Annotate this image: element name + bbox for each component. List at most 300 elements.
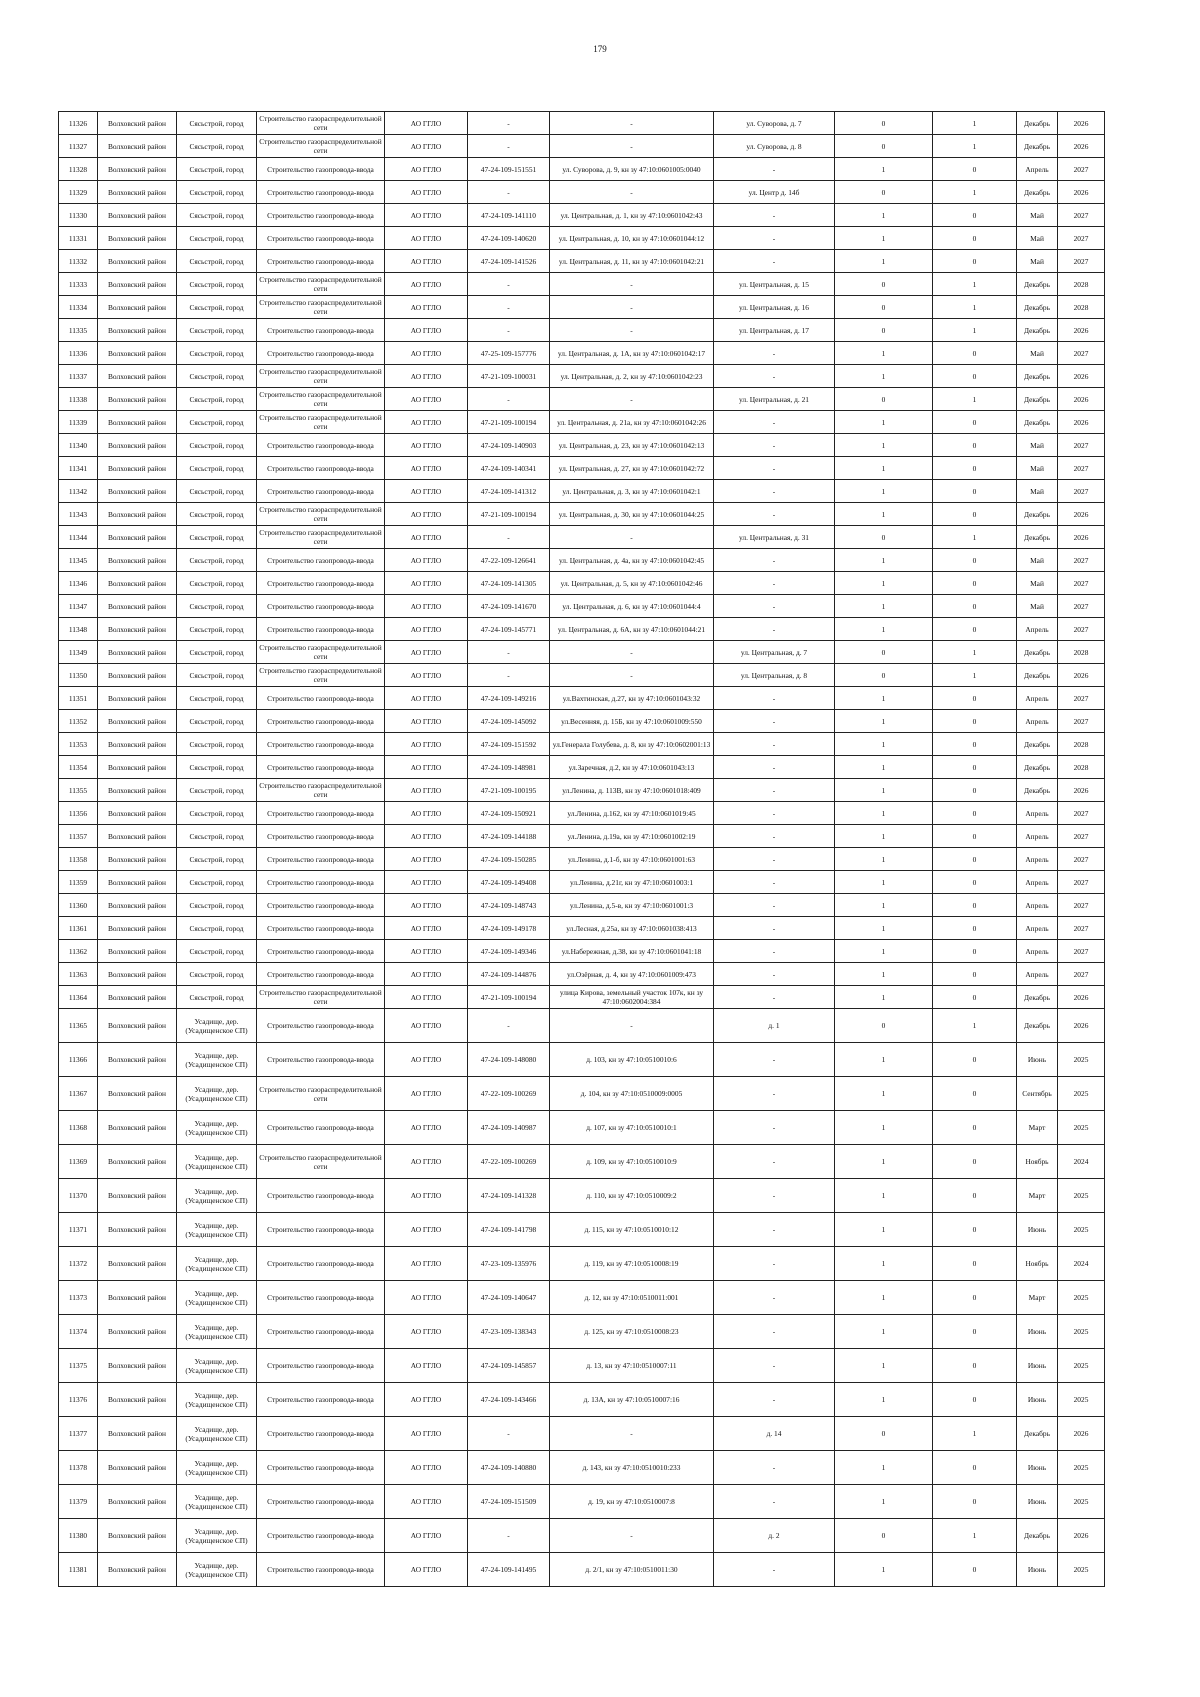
value-1-cell: 1 [835,825,933,848]
month-cell: Апрель [1017,848,1058,871]
year-cell: 2028 [1058,273,1105,296]
house-address-cell: - [714,1383,835,1417]
organization-cell: АО ГГЛО [385,526,468,549]
plot-address-cell: ул.Ленина, д.162, кн зу 47:10:0601019:45 [550,802,714,825]
row-number-cell: 11356 [59,802,98,825]
house-address-cell: - [714,411,835,434]
table-row [59,1383,1105,1417]
value-1-cell: 1 [835,1315,933,1349]
plot-address-cell: - [550,296,714,319]
work-type-cell: Строительство газопровода-ввода [257,963,385,986]
value-2-cell: 1 [933,1417,1017,1451]
document-number-cell: 47-24-109-140987 [468,1111,550,1145]
settlement-cell: Сясьстрой, город [177,963,257,986]
organization-cell: АО ГГЛО [385,986,468,1009]
plot-address-cell: ул.Заречная, д.2, кн зу 47:10:0601043:13 [550,756,714,779]
month-cell: Декабрь [1017,756,1058,779]
document-number-cell: 47-24-109-150921 [468,802,550,825]
plot-address-cell: д. 110, кн зу 47:10:0510009:2 [550,1179,714,1213]
house-address-cell: - [714,204,835,227]
organization-cell: АО ГГЛО [385,802,468,825]
value-2-cell: 0 [933,1485,1017,1519]
work-type-cell: Строительство газопровода-ввода [257,457,385,480]
district-cell: Волховский район [98,365,177,388]
table-row [59,1043,1105,1077]
district-cell: Волховский район [98,1179,177,1213]
value-2-cell: 1 [933,296,1017,319]
table-row [59,1349,1105,1383]
year-cell: 2025 [1058,1043,1105,1077]
value-2-cell: 0 [933,480,1017,503]
document-number-cell: 47-24-109-144188 [468,825,550,848]
row-number-cell: 11371 [59,1213,98,1247]
year-cell: 2027 [1058,250,1105,273]
row-number-cell: 11349 [59,641,98,664]
row-number-cell: 11363 [59,963,98,986]
work-type-cell: Строительство газопровода-ввода [257,1553,385,1587]
house-address-cell: - [714,687,835,710]
district-cell: Волховский район [98,1417,177,1451]
value-2-cell: 1 [933,112,1017,135]
table-row [59,365,1105,388]
document-number-cell: 47-22-109-126641 [468,549,550,572]
row-number-cell: 11347 [59,595,98,618]
organization-cell: АО ГГЛО [385,1553,468,1587]
plot-address-cell: ул. Центральная, д. 1А, кн зу 47:10:0601042:17 [550,342,714,365]
year-cell: 2025 [1058,1553,1105,1587]
settlement-cell: Усадище, дер. (Усадищенское СП) [177,1213,257,1247]
year-cell: 2027 [1058,917,1105,940]
house-address-cell: - [714,595,835,618]
document-number-cell: 47-24-109-141670 [468,595,550,618]
value-2-cell: 0 [933,1281,1017,1315]
value-2-cell: 0 [933,618,1017,641]
year-cell: 2028 [1058,756,1105,779]
row-number-cell: 11346 [59,572,98,595]
document-number-cell: 47-24-109-151509 [468,1485,550,1519]
plot-address-cell: ул. Центральная, д. 11, кн зу 47:10:0601042:21 [550,250,714,273]
plot-address-cell: д. 103, кн зу 47:10:0510010:6 [550,1043,714,1077]
year-cell: 2027 [1058,572,1105,595]
document-number-cell: - [468,526,550,549]
table-row [59,940,1105,963]
district-cell: Волховский район [98,572,177,595]
house-address-cell: ул. Центральная, д. 31 [714,526,835,549]
work-type-cell: Строительство газораспределительной сети [257,779,385,802]
month-cell: Декабрь [1017,112,1058,135]
settlement-cell: Сясьстрой, город [177,342,257,365]
work-type-cell: Строительство газопровода-ввода [257,1349,385,1383]
organization-cell: АО ГГЛО [385,1417,468,1451]
district-cell: Волховский район [98,1485,177,1519]
table-row [59,1451,1105,1485]
table-row [59,1247,1105,1281]
settlement-cell: Сясьстрой, город [177,204,257,227]
month-cell: Июнь [1017,1349,1058,1383]
table-row [59,549,1105,572]
work-type-cell: Строительство газопровода-ввода [257,1383,385,1417]
document-number-cell: 47-25-109-157776 [468,342,550,365]
value-1-cell: 1 [835,1213,933,1247]
table-row [59,1077,1105,1111]
settlement-cell: Усадище, дер. (Усадищенское СП) [177,1553,257,1587]
document-number-cell: - [468,112,550,135]
value-2-cell: 1 [933,641,1017,664]
house-address-cell: ул. Центральная, д. 17 [714,319,835,342]
district-cell: Волховский район [98,1213,177,1247]
plot-address-cell: ул.Набережная, д.38, кн зу 47:10:0601041:18 [550,940,714,963]
work-type-cell: Строительство газопровода-ввода [257,1247,385,1281]
document-number-cell: 47-24-109-141798 [468,1213,550,1247]
year-cell: 2024 [1058,1247,1105,1281]
year-cell: 2026 [1058,411,1105,434]
row-number-cell: 11352 [59,710,98,733]
organization-cell: АО ГГЛО [385,1111,468,1145]
year-cell: 2026 [1058,388,1105,411]
work-type-cell: Строительство газопровода-ввода [257,1009,385,1043]
table-body [59,112,1105,1587]
plot-address-cell: - [550,641,714,664]
work-type-cell: Строительство газопровода-ввода [257,756,385,779]
year-cell: 2025 [1058,1485,1105,1519]
plot-address-cell: - [550,1519,714,1553]
month-cell: Май [1017,250,1058,273]
work-type-cell: Строительство газопровода-ввода [257,227,385,250]
value-2-cell: 0 [933,756,1017,779]
plot-address-cell: ул.Генерала Голубева, д. 8, кн зу 47:10:0602001:13 [550,733,714,756]
settlement-cell: Сясьстрой, город [177,112,257,135]
table-row [59,848,1105,871]
table-row [59,1553,1105,1587]
organization-cell: АО ГГЛО [385,779,468,802]
organization-cell: АО ГГЛО [385,342,468,365]
document-number-cell: 47-24-109-151551 [468,158,550,181]
value-2-cell: 0 [933,457,1017,480]
district-cell: Волховский район [98,549,177,572]
month-cell: Апрель [1017,963,1058,986]
house-address-cell: - [714,917,835,940]
page-number: 179 [593,44,607,54]
house-address-cell: - [714,342,835,365]
document-number-cell: - [468,181,550,204]
work-type-cell: Строительство газораспределительной сети [257,641,385,664]
district-cell: Волховский район [98,181,177,204]
district-cell: Волховский район [98,296,177,319]
plot-address-cell: ул.Ленина, д.1-б, кн зу 47:10:0601001:63 [550,848,714,871]
value-2-cell: 1 [933,1519,1017,1553]
settlement-cell: Сясьстрой, город [177,986,257,1009]
table-row [59,733,1105,756]
value-1-cell: 1 [835,1553,933,1587]
table-row [59,986,1105,1009]
plot-address-cell: д. 119, кн зу 47:10:0510008:19 [550,1247,714,1281]
document-number-cell: 47-21-109-100031 [468,365,550,388]
table-row [59,917,1105,940]
document-number-cell: - [468,1417,550,1451]
district-cell: Волховский район [98,1111,177,1145]
value-2-cell: 1 [933,526,1017,549]
work-type-cell: Строительство газопровода-ввода [257,848,385,871]
row-number-cell: 11374 [59,1315,98,1349]
settlement-cell: Сясьстрой, город [177,595,257,618]
year-cell: 2027 [1058,227,1105,250]
document-number-cell: 47-22-109-100269 [468,1077,550,1111]
organization-cell: АО ГГЛО [385,1179,468,1213]
value-2-cell: 0 [933,710,1017,733]
plot-address-cell: - [550,664,714,687]
settlement-cell: Сясьстрой, город [177,917,257,940]
month-cell: Декабрь [1017,986,1058,1009]
value-1-cell: 1 [835,572,933,595]
table-row [59,618,1105,641]
year-cell: 2027 [1058,204,1105,227]
value-2-cell: 0 [933,411,1017,434]
document-number-cell: 47-23-109-135976 [468,1247,550,1281]
row-number-cell: 11377 [59,1417,98,1451]
year-cell: 2025 [1058,1349,1105,1383]
plot-address-cell: - [550,135,714,158]
house-address-cell: - [714,802,835,825]
value-1-cell: 1 [835,940,933,963]
plot-address-cell: д. 104, кн зу 47:10:0510009:0005 [550,1077,714,1111]
plot-address-cell: ул.Ленина, д. 113В, кн зу 47:10:0601018:409 [550,779,714,802]
work-type-cell: Строительство газораспределительной сети [257,388,385,411]
organization-cell: АО ГГЛО [385,158,468,181]
house-address-cell: ул. Центральная, д. 8 [714,664,835,687]
value-1-cell: 0 [835,1417,933,1451]
settlement-cell: Сясьстрой, город [177,756,257,779]
house-address-cell: - [714,227,835,250]
table-row [59,457,1105,480]
document-number-cell: 47-24-109-140620 [468,227,550,250]
house-address-cell: - [714,1485,835,1519]
organization-cell: АО ГГЛО [385,687,468,710]
district-cell: Волховский район [98,1553,177,1587]
month-cell: Июнь [1017,1553,1058,1587]
organization-cell: АО ГГЛО [385,917,468,940]
work-type-cell: Строительство газопровода-ввода [257,733,385,756]
row-number-cell: 11360 [59,894,98,917]
district-cell: Волховский район [98,1145,177,1179]
value-2-cell: 0 [933,871,1017,894]
row-number-cell: 11342 [59,480,98,503]
row-number-cell: 11379 [59,1485,98,1519]
settlement-cell: Усадище, дер. (Усадищенское СП) [177,1145,257,1179]
work-type-cell: Строительство газопровода-ввода [257,572,385,595]
document-number-cell: - [468,296,550,319]
house-address-cell: - [714,1179,835,1213]
value-2-cell: 0 [933,595,1017,618]
organization-cell: АО ГГЛО [385,457,468,480]
table-row [59,1417,1105,1451]
year-cell: 2026 [1058,526,1105,549]
month-cell: Декабрь [1017,181,1058,204]
district-cell: Волховский район [98,1451,177,1485]
district-cell: Волховский район [98,733,177,756]
district-cell: Волховский район [98,802,177,825]
value-1-cell: 1 [835,871,933,894]
value-1-cell: 0 [835,273,933,296]
month-cell: Апрель [1017,687,1058,710]
work-type-cell: Строительство газораспределительной сети [257,986,385,1009]
row-number-cell: 11327 [59,135,98,158]
table-row [59,434,1105,457]
work-type-cell: Строительство газораспределительной сети [257,1077,385,1111]
district-cell: Волховский район [98,480,177,503]
year-cell: 2025 [1058,1281,1105,1315]
month-cell: Декабрь [1017,1417,1058,1451]
district-cell: Волховский район [98,1077,177,1111]
year-cell: 2025 [1058,1179,1105,1213]
organization-cell: АО ГГЛО [385,710,468,733]
year-cell: 2027 [1058,802,1105,825]
year-cell: 2027 [1058,894,1105,917]
table-row [59,181,1105,204]
value-2-cell: 0 [933,365,1017,388]
house-address-cell: - [714,710,835,733]
row-number-cell: 11358 [59,848,98,871]
month-cell: Декабрь [1017,365,1058,388]
month-cell: Май [1017,342,1058,365]
house-address-cell: - [714,825,835,848]
settlement-cell: Сясьстрой, город [177,572,257,595]
month-cell: Май [1017,227,1058,250]
value-1-cell: 1 [835,457,933,480]
document-number-cell: 47-24-109-141526 [468,250,550,273]
work-type-cell: Строительство газопровода-ввода [257,894,385,917]
month-cell: Апрель [1017,802,1058,825]
year-cell: 2026 [1058,1519,1105,1553]
document-number-cell: 47-24-109-141495 [468,1553,550,1587]
organization-cell: АО ГГЛО [385,480,468,503]
value-2-cell: 0 [933,733,1017,756]
district-cell: Волховский район [98,595,177,618]
month-cell: Апрель [1017,917,1058,940]
house-address-cell: - [714,963,835,986]
settlement-cell: Усадище, дер. (Усадищенское СП) [177,1383,257,1417]
year-cell: 2027 [1058,687,1105,710]
house-address-cell: - [714,365,835,388]
year-cell: 2026 [1058,986,1105,1009]
row-number-cell: 11340 [59,434,98,457]
value-1-cell: 1 [835,802,933,825]
organization-cell: АО ГГЛО [385,250,468,273]
value-1-cell: 1 [835,549,933,572]
organization-cell: АО ГГЛО [385,825,468,848]
house-address-cell: - [714,1553,835,1587]
year-cell: 2025 [1058,1077,1105,1111]
work-type-cell: Строительство газопровода-ввода [257,687,385,710]
document-number-cell: - [468,664,550,687]
organization-cell: АО ГГЛО [385,664,468,687]
house-address-cell: ул. Центральная, д. 16 [714,296,835,319]
row-number-cell: 11367 [59,1077,98,1111]
work-type-cell: Строительство газораспределительной сети [257,135,385,158]
row-number-cell: 11339 [59,411,98,434]
house-address-cell: - [714,871,835,894]
value-2-cell: 0 [933,894,1017,917]
settlement-cell: Сясьстрой, город [177,779,257,802]
organization-cell: АО ГГЛО [385,1077,468,1111]
district-cell: Волховский район [98,871,177,894]
district-cell: Волховский район [98,687,177,710]
work-type-cell: Строительство газопровода-ввода [257,342,385,365]
district-cell: Волховский район [98,1281,177,1315]
work-type-cell: Строительство газопровода-ввода [257,618,385,641]
document-number-cell: 47-21-109-100194 [468,503,550,526]
value-1-cell: 1 [835,986,933,1009]
table-row [59,825,1105,848]
value-1-cell: 0 [835,135,933,158]
value-2-cell: 0 [933,549,1017,572]
value-2-cell: 1 [933,664,1017,687]
month-cell: Декабрь [1017,388,1058,411]
document-number-cell: - [468,273,550,296]
value-1-cell: 1 [835,595,933,618]
district-cell: Волховский район [98,250,177,273]
value-1-cell: 1 [835,733,933,756]
document-number-cell: 47-21-109-100195 [468,779,550,802]
table-row [59,1315,1105,1349]
month-cell: Апрель [1017,894,1058,917]
row-number-cell: 11335 [59,319,98,342]
value-2-cell: 0 [933,158,1017,181]
organization-cell: АО ГГЛО [385,1519,468,1553]
organization-cell: АО ГГЛО [385,135,468,158]
plot-address-cell: - [550,112,714,135]
district-cell: Волховский район [98,411,177,434]
settlement-cell: Усадище, дер. (Усадищенское СП) [177,1417,257,1451]
table-row [59,112,1105,135]
house-address-cell: - [714,250,835,273]
month-cell: Декабрь [1017,411,1058,434]
plot-address-cell: ул.Весенняя, д. 15Б, кн зу 47:10:0601009:550 [550,710,714,733]
document-number-cell: 47-24-109-140341 [468,457,550,480]
house-address-cell: - [714,1281,835,1315]
work-type-cell: Строительство газопровода-ввода [257,802,385,825]
year-cell: 2026 [1058,664,1105,687]
house-address-cell: - [714,457,835,480]
settlement-cell: Усадище, дер. (Усадищенское СП) [177,1077,257,1111]
year-cell: 2026 [1058,112,1105,135]
month-cell: Апрель [1017,710,1058,733]
data-table [58,111,1105,1587]
plot-address-cell: ул. Суворова, д. 9, кн зу 47:10:0601005:0040 [550,158,714,181]
plot-address-cell: ул. Центральная, д. 1, кн зу 47:10:0601042:43 [550,204,714,227]
month-cell: Май [1017,434,1058,457]
value-1-cell: 1 [835,1043,933,1077]
house-address-cell: - [714,1451,835,1485]
month-cell: Сентябрь [1017,1077,1058,1111]
value-2-cell: 1 [933,1009,1017,1043]
table-row [59,204,1105,227]
month-cell: Декабрь [1017,779,1058,802]
work-type-cell: Строительство газопровода-ввода [257,1111,385,1145]
value-1-cell: 1 [835,250,933,273]
value-2-cell: 0 [933,1213,1017,1247]
settlement-cell: Сясьстрой, город [177,181,257,204]
document-number-cell: 47-24-109-145092 [468,710,550,733]
plot-address-cell: д. 19, кн зу 47:10:0510007:8 [550,1485,714,1519]
month-cell: Май [1017,480,1058,503]
value-2-cell: 0 [933,940,1017,963]
house-address-cell: д. 1 [714,1009,835,1043]
year-cell: 2027 [1058,158,1105,181]
document-number-cell: 47-24-109-150285 [468,848,550,871]
organization-cell: АО ГГЛО [385,1247,468,1281]
settlement-cell: Сясьстрой, город [177,825,257,848]
row-number-cell: 11348 [59,618,98,641]
